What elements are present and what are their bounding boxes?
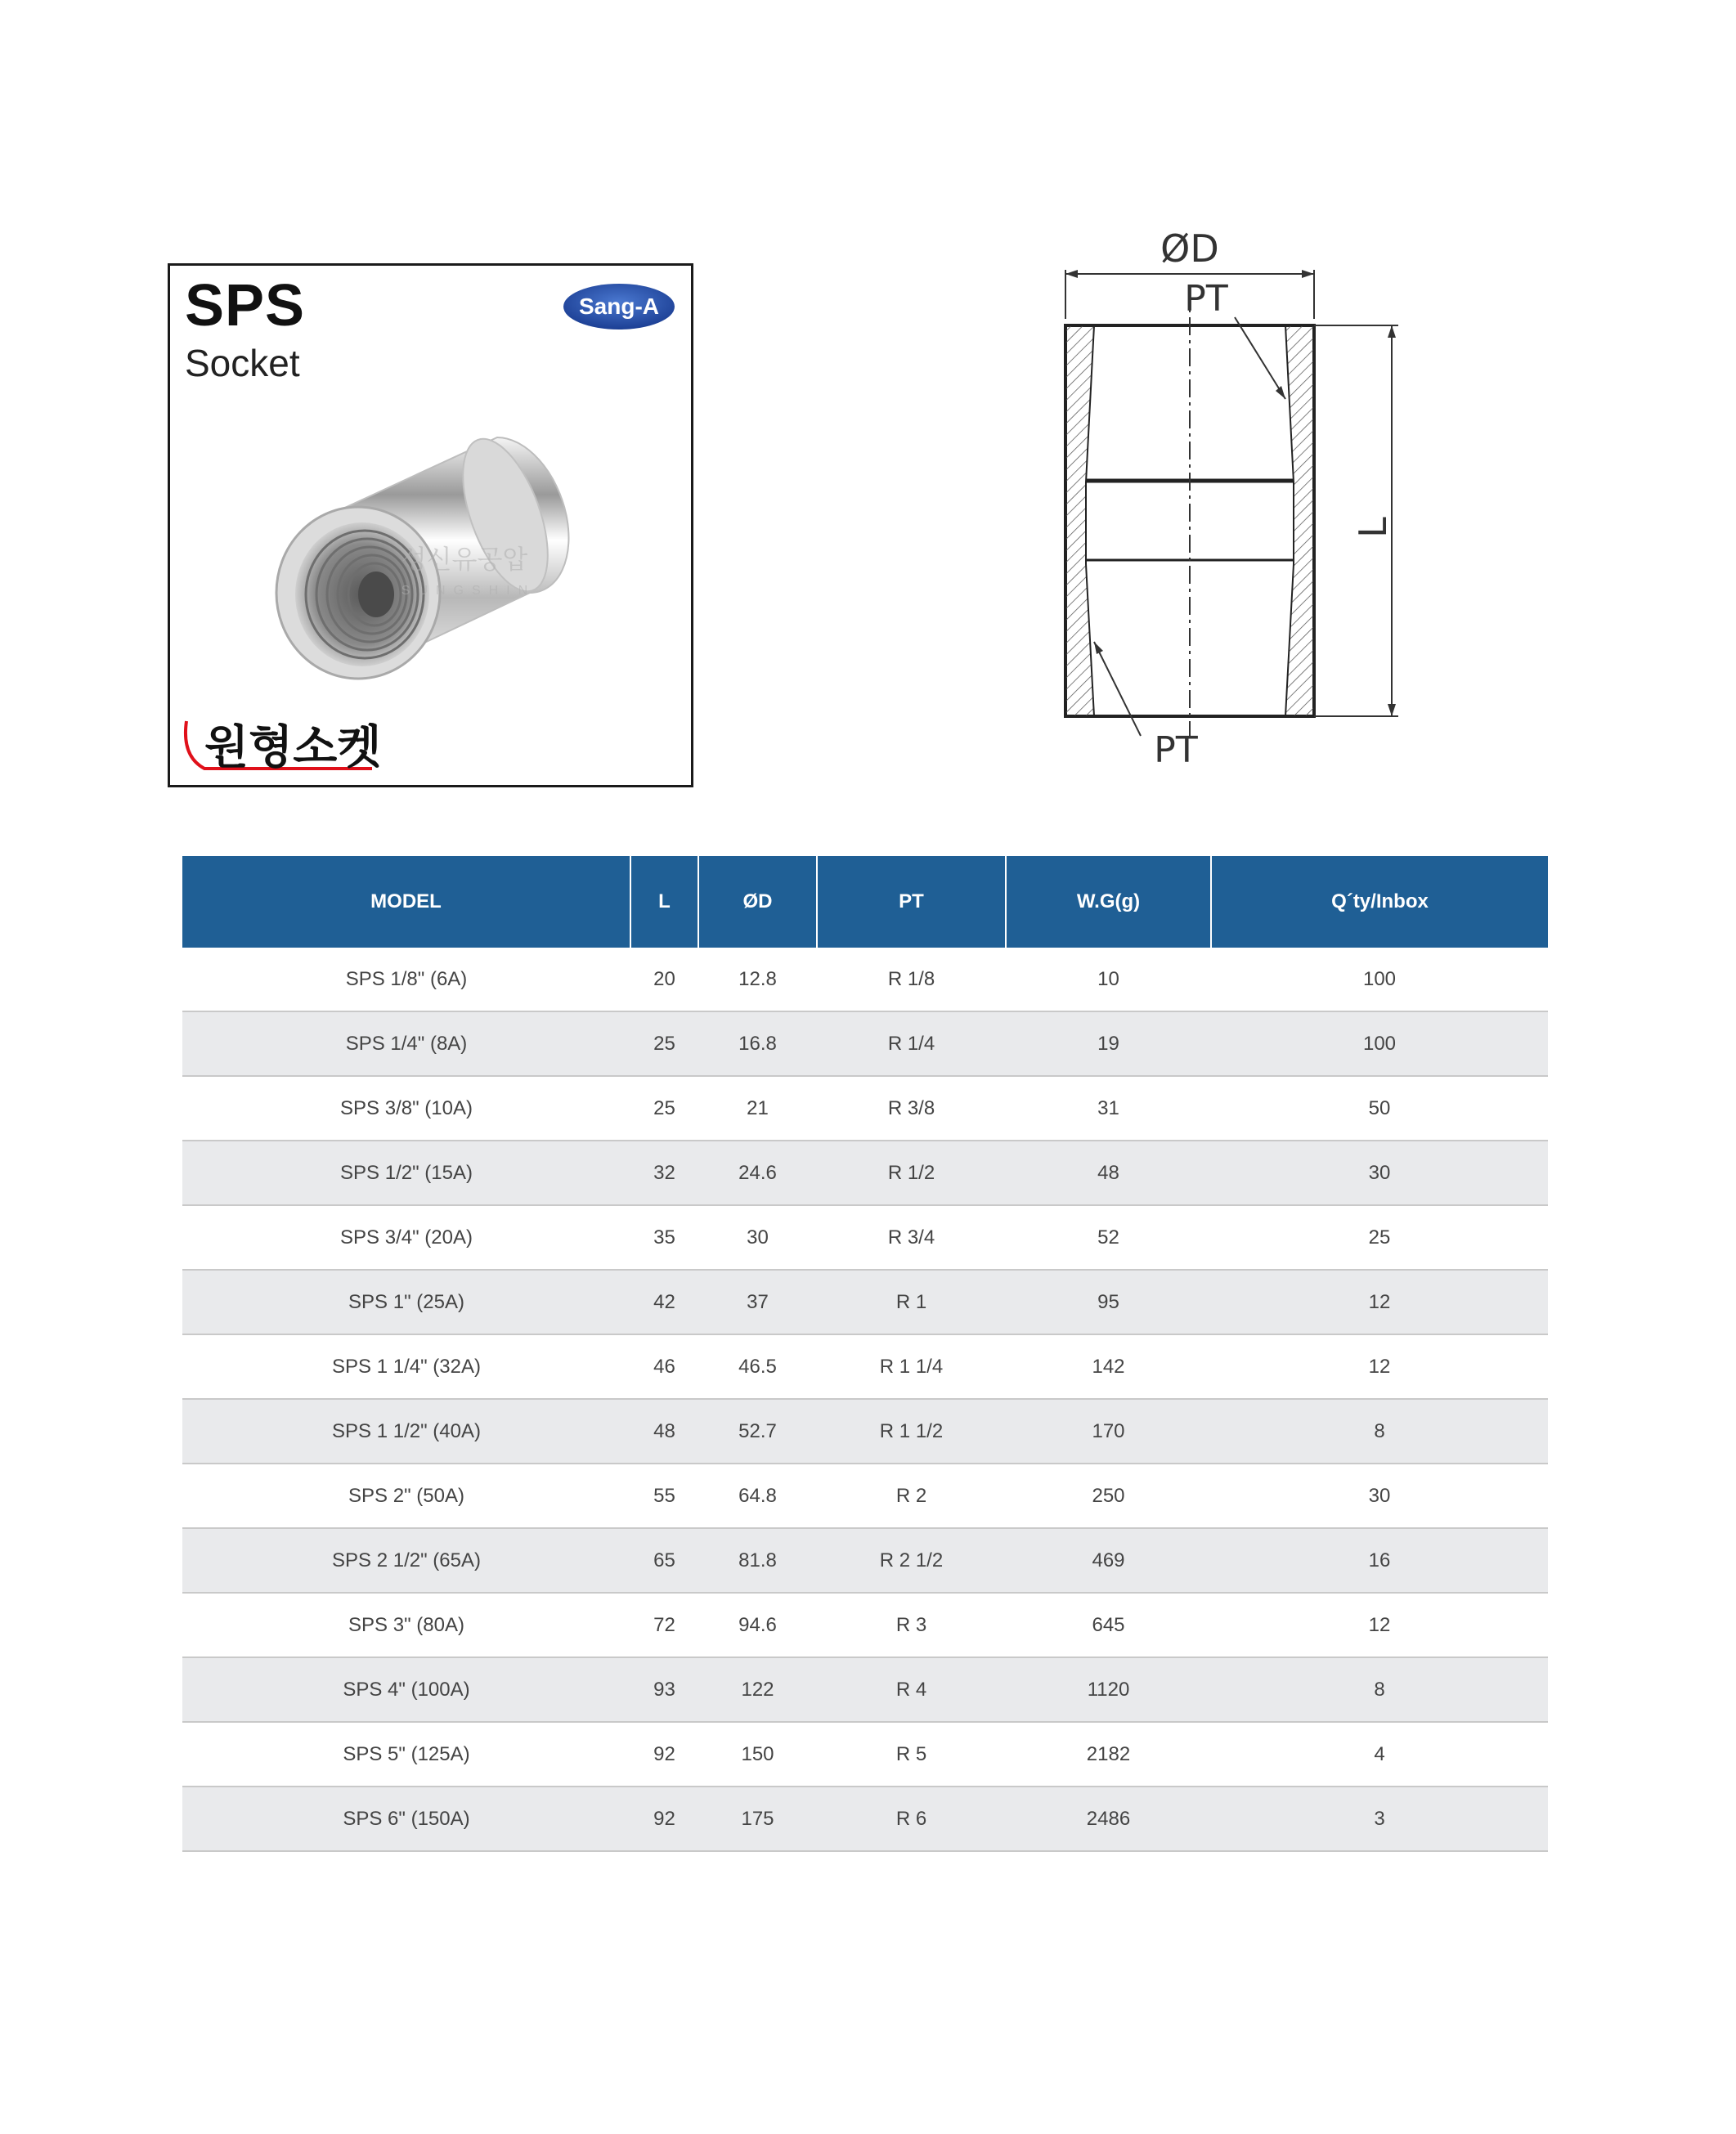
- cell-weight: 170: [1006, 1399, 1211, 1464]
- cell-od: 175: [698, 1787, 817, 1851]
- cell-pt: R 5: [817, 1722, 1006, 1787]
- cell-l: 32: [630, 1141, 698, 1205]
- cell-qty: 4: [1211, 1722, 1548, 1787]
- cell-qty: 12: [1211, 1593, 1548, 1657]
- dim-pt-top-label: PT: [1184, 278, 1228, 320]
- cell-od: 21: [698, 1076, 817, 1141]
- spec-table: [182, 856, 1548, 1852]
- cell-model: SPS 1 1/2" (40A): [182, 1399, 630, 1464]
- cell-model: SPS 2 1/2" (65A): [182, 1528, 630, 1593]
- cell-model: SPS 4" (100A): [182, 1657, 630, 1722]
- header-qty: Q´ty/Inbox: [1211, 856, 1548, 948]
- cell-weight: 52: [1006, 1205, 1211, 1270]
- cell-weight: 48: [1006, 1141, 1211, 1205]
- header-od: ØD: [698, 856, 817, 948]
- cell-od: 94.6: [698, 1593, 817, 1657]
- cell-qty: 100: [1211, 948, 1548, 1011]
- cell-model: SPS 1/8" (6A): [182, 948, 630, 1011]
- cell-qty: 8: [1211, 1657, 1548, 1722]
- cell-weight: 10: [1006, 948, 1211, 1011]
- cell-l: 92: [630, 1722, 698, 1787]
- cell-pt: R 1/2: [817, 1141, 1006, 1205]
- cell-model: SPS 3" (80A): [182, 1593, 630, 1657]
- cell-pt: R 3: [817, 1593, 1006, 1657]
- cell-weight: 31: [1006, 1076, 1211, 1141]
- cell-pt: R 1/4: [817, 1011, 1006, 1076]
- cell-pt: R 2 1/2: [817, 1528, 1006, 1593]
- socket-photo: [252, 421, 603, 691]
- table-row: [182, 1141, 1548, 1205]
- cell-l: 92: [630, 1787, 698, 1851]
- cell-l: 55: [630, 1464, 698, 1528]
- cell-qty: 12: [1211, 1334, 1548, 1399]
- cell-pt: R 1/8: [817, 948, 1006, 1011]
- cell-od: 12.8: [698, 948, 817, 1011]
- cell-pt: R 1: [817, 1270, 1006, 1334]
- cell-l: 25: [630, 1011, 698, 1076]
- brand-logo: [562, 282, 676, 331]
- cell-qty: 3: [1211, 1787, 1548, 1851]
- cell-pt: R 6: [817, 1787, 1006, 1851]
- table-header-row: [182, 856, 1548, 948]
- product-name: Socket: [185, 342, 300, 384]
- cell-pt: R 2: [817, 1464, 1006, 1528]
- cell-l: 65: [630, 1528, 698, 1593]
- cell-model: SPS 1/2" (15A): [182, 1141, 630, 1205]
- product-card: [168, 263, 693, 787]
- socket-dimension-diagram: [1022, 213, 1447, 801]
- table-row: [182, 1011, 1548, 1076]
- model-code: SPS: [185, 273, 306, 338]
- table-row: [182, 1076, 1548, 1141]
- table-row: [182, 1399, 1548, 1464]
- cell-qty: 30: [1211, 1464, 1548, 1528]
- table-row: [182, 948, 1548, 1011]
- table-row: [182, 1528, 1548, 1593]
- cell-model: SPS 3/8" (10A): [182, 1076, 630, 1141]
- watermark-ko: 성신유공압: [401, 544, 528, 575]
- cell-l: 46: [630, 1334, 698, 1399]
- dim-od-label: ØD: [1160, 226, 1219, 271]
- cell-qty: 25: [1211, 1205, 1548, 1270]
- cell-od: 150: [698, 1722, 817, 1787]
- cell-l: 35: [630, 1205, 698, 1270]
- table-row: [182, 1270, 1548, 1334]
- table-row: [182, 1657, 1548, 1722]
- cell-od: 37: [698, 1270, 817, 1334]
- dim-pt-bottom-label: PT: [1154, 729, 1198, 771]
- cell-pt: R 1 1/2: [817, 1399, 1006, 1464]
- header-weight: W.G(g): [1006, 856, 1211, 948]
- cell-weight: 19: [1006, 1011, 1211, 1076]
- cell-od: 52.7: [698, 1399, 817, 1464]
- cell-l: 72: [630, 1593, 698, 1657]
- cell-qty: 50: [1211, 1076, 1548, 1141]
- cell-model: SPS 6" (150A): [182, 1787, 630, 1851]
- watermark-en: SUNGSHIN: [401, 584, 536, 598]
- cell-weight: 2486: [1006, 1787, 1211, 1851]
- cell-weight: 2182: [1006, 1722, 1211, 1787]
- brand-name: Sang-A: [579, 294, 659, 319]
- table-row: [182, 1787, 1548, 1851]
- cell-qty: 16: [1211, 1528, 1548, 1593]
- table-row: [182, 1593, 1548, 1657]
- cell-weight: 469: [1006, 1528, 1211, 1593]
- cell-od: 16.8: [698, 1011, 817, 1076]
- cell-l: 20: [630, 948, 698, 1011]
- cell-od: 24.6: [698, 1141, 817, 1205]
- cell-qty: 100: [1211, 1011, 1548, 1076]
- cell-pt: R 3/4: [817, 1205, 1006, 1270]
- cell-model: SPS 1" (25A): [182, 1270, 630, 1334]
- cell-weight: 142: [1006, 1334, 1211, 1399]
- korean-product-name: 원형소켓: [204, 721, 382, 773]
- cell-pt: R 4: [817, 1657, 1006, 1722]
- cell-od: 64.8: [698, 1464, 817, 1528]
- dim-l-label: L: [1351, 517, 1395, 538]
- header-model: MODEL: [182, 856, 630, 948]
- cell-pt: R 3/8: [817, 1076, 1006, 1141]
- table-row: [182, 1334, 1548, 1399]
- cell-l: 93: [630, 1657, 698, 1722]
- cell-l: 48: [630, 1399, 698, 1464]
- cell-pt: R 1 1/4: [817, 1334, 1006, 1399]
- cell-od: 46.5: [698, 1334, 817, 1399]
- cell-weight: 95: [1006, 1270, 1211, 1334]
- cell-qty: 8: [1211, 1399, 1548, 1464]
- cell-od: 81.8: [698, 1528, 817, 1593]
- cell-model: SPS 1/4" (8A): [182, 1011, 630, 1076]
- cell-l: 25: [630, 1076, 698, 1141]
- cell-od: 30: [698, 1205, 817, 1270]
- cell-model: SPS 1 1/4" (32A): [182, 1334, 630, 1399]
- cell-qty: 30: [1211, 1141, 1548, 1205]
- cell-qty: 12: [1211, 1270, 1548, 1334]
- cell-model: SPS 3/4" (20A): [182, 1205, 630, 1270]
- header-l: L: [630, 856, 698, 948]
- cell-weight: 1120: [1006, 1657, 1211, 1722]
- cell-model: SPS 2" (50A): [182, 1464, 630, 1528]
- cell-od: 122: [698, 1657, 817, 1722]
- table-row: [182, 1722, 1548, 1787]
- table-row: [182, 1205, 1548, 1270]
- cell-l: 42: [630, 1270, 698, 1334]
- cell-model: SPS 5" (125A): [182, 1722, 630, 1787]
- table-row: [182, 1464, 1548, 1528]
- header-pt: PT: [817, 856, 1006, 948]
- cell-weight: 645: [1006, 1593, 1211, 1657]
- cell-weight: 250: [1006, 1464, 1211, 1528]
